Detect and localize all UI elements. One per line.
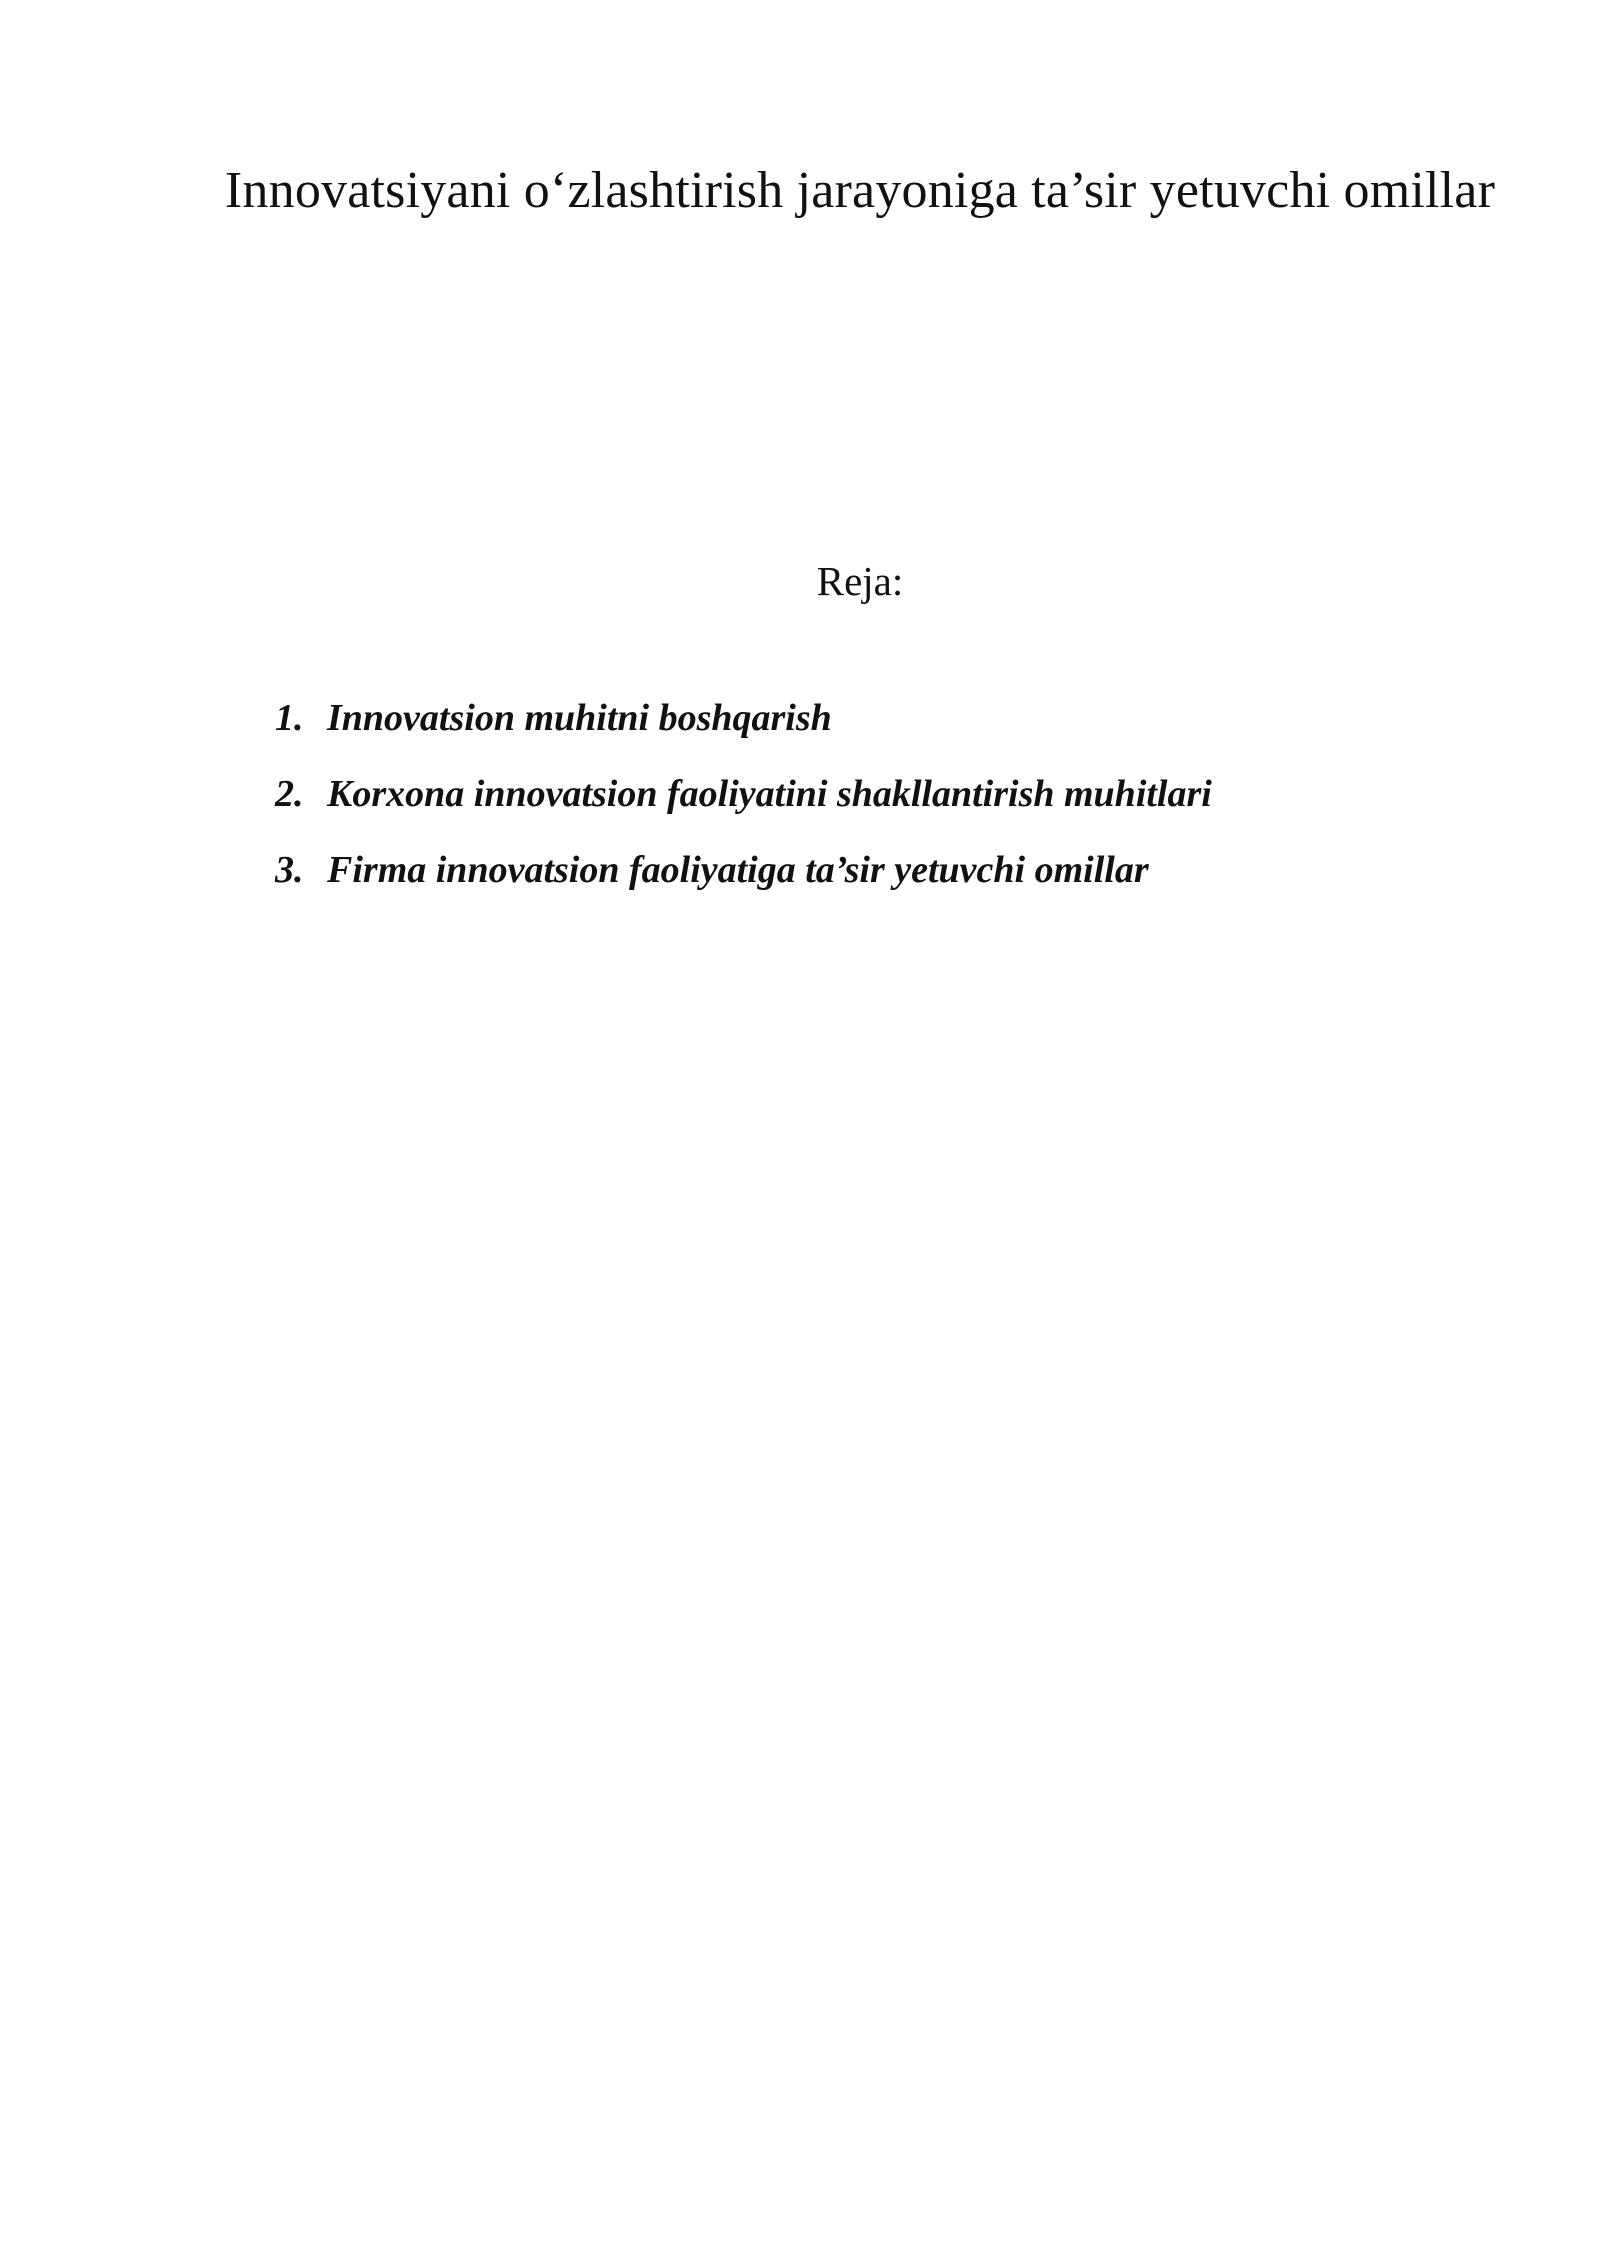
plan-list [275,695,1475,923]
plan-item-number: 2. [275,773,304,815]
plan-item-text: Firma innovatsion faoliyatiga ta’sir yetuvchi omillar [327,849,1149,891]
plan-item-number: 1. [275,697,304,739]
plan-item-text: Innovatsion muhitni boshqarish [327,697,832,739]
plan-item [275,771,1475,817]
plan-item-number: 3. [275,849,304,891]
plan-heading: Reja: [816,558,904,604]
plan-item-text: Korxona innovatsion faoliyatini shakllantirish muhitlari [327,773,1212,815]
document-title: Innovatsiyani o‘zlashtirish jarayoniga ta’sir yetuvchi omillar [224,162,1496,219]
plan-item [275,695,1475,741]
plan-item [275,847,1475,893]
